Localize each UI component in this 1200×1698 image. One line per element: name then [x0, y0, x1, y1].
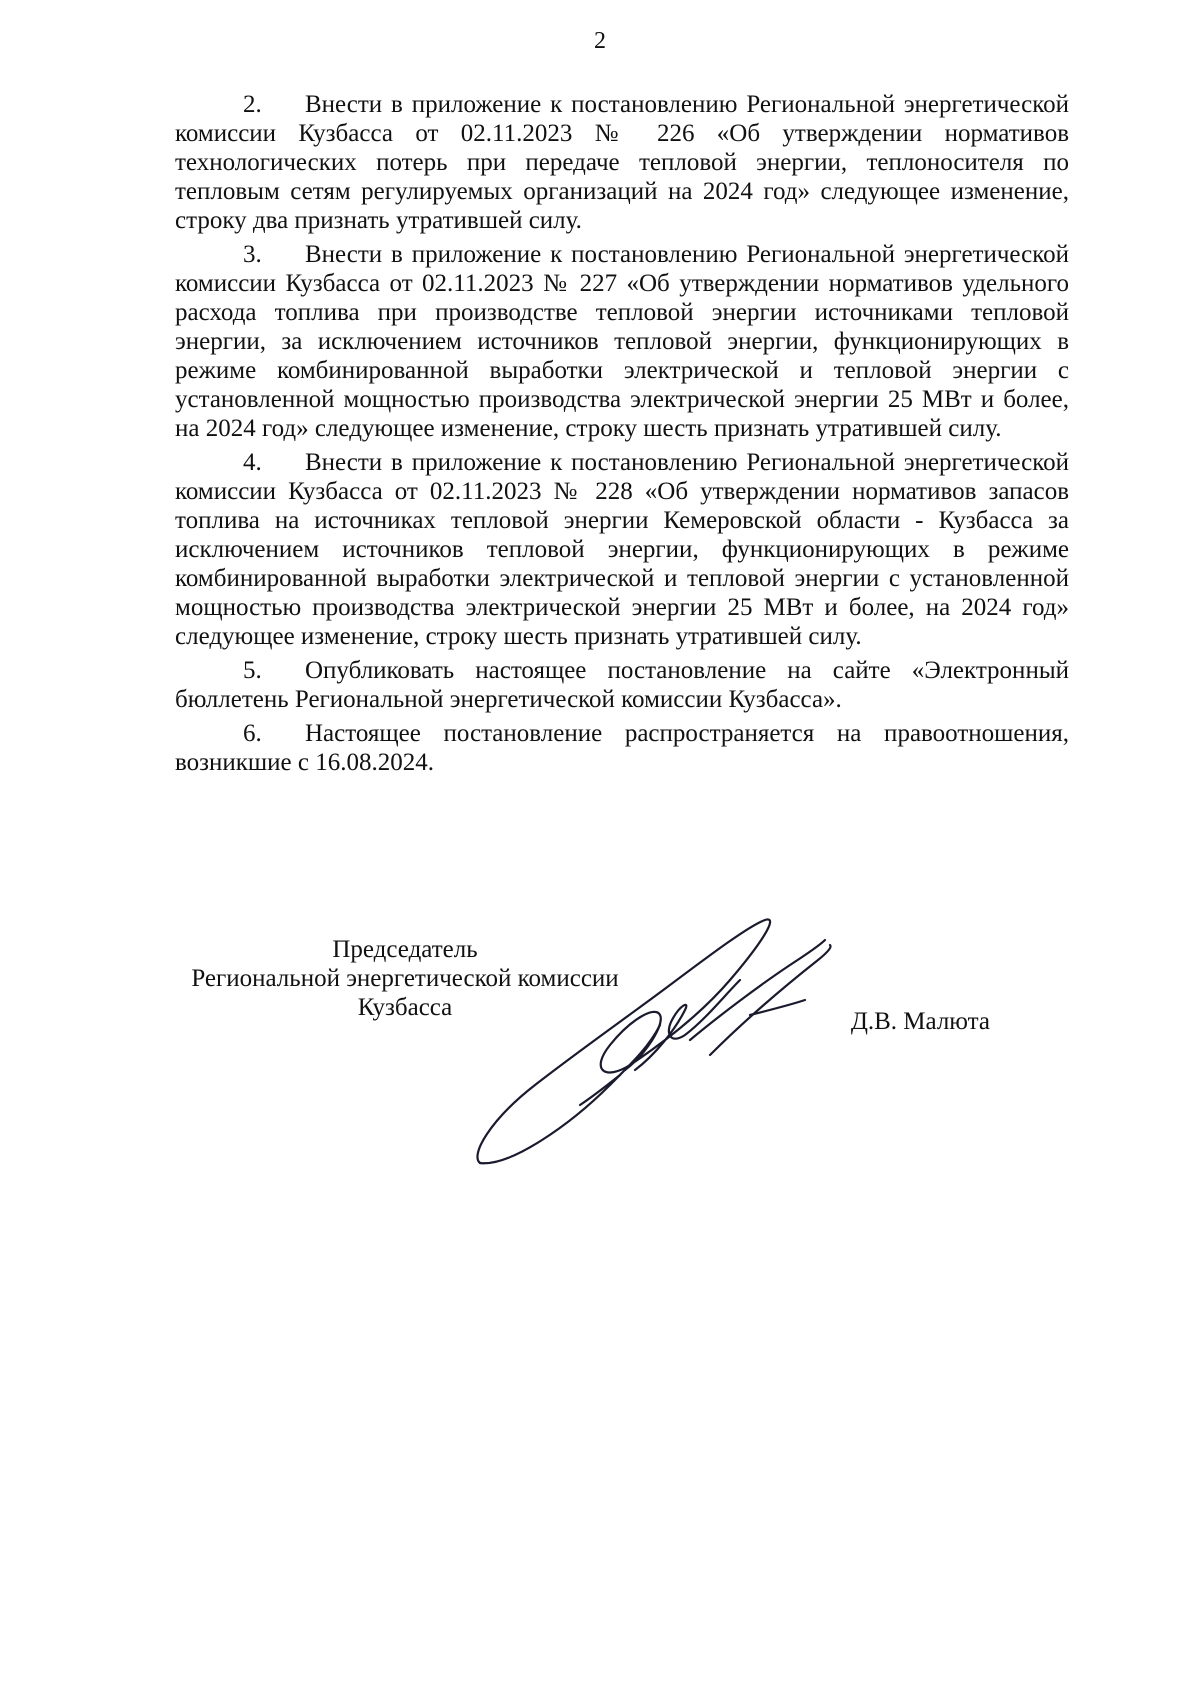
clause-text: Внести в приложение к постановлению Региональной энергетической комиссии Кузбасса от 02.11.2023 № 226 «Об утверждении нормативов технологических потерь при передаче тепловой энергии, теплоносителя по тепловым сетям регулируемых организаций на 2024 год» следующее изменение, строку два признать утратившей силу.: [175, 91, 1069, 234]
position-line: Председатель: [332, 936, 478, 963]
clause-text: Настоящее постановление распространяется на правоотношения, возникшие с 16.08.2024.: [175, 720, 1069, 776]
clause-number: 6.: [243, 720, 262, 747]
clause-3: [175, 240, 1069, 443]
clause-text: Опубликовать настоящее постановление на сайте «Электронный бюллетень Региональной энергетической комиссии Кузбасса».: [175, 657, 1069, 713]
clause-text: Внести в приложение к постановлению Региональной энергетической комиссии Кузбасса от 02.11.2023 № 228 «Об утверждении нормативов запасов топлива на источниках тепловой энергии Кемеровской области - Кузбасса за исключением источников тепловой энергии, функционирующих в режиме комбинированной выработки электрической и тепловой энергии с установленной мощностью производства электрической энергии 25 МВт и более, на 2024 год» следующее изменение, строку шесть признать утратившей силу.: [175, 449, 1069, 650]
clause-2: [175, 90, 1069, 235]
clause-6: [175, 719, 1069, 777]
position-line: Региональной энергетической комиссии: [191, 965, 619, 992]
page-number: 2: [594, 28, 606, 54]
clause-number: 4.: [243, 449, 262, 476]
clause-number: 2.: [243, 91, 262, 118]
clause-number: 3.: [243, 241, 262, 268]
clause-4: [175, 448, 1069, 651]
handwritten-signature: [460, 905, 900, 1175]
signer-name: Д.В. Малюта: [850, 1008, 990, 1035]
position-line: Кузбасса: [357, 994, 453, 1021]
clause-number: 5.: [243, 657, 262, 684]
document-body: [175, 90, 1069, 782]
clause-5: [175, 656, 1069, 714]
clause-text: Внести в приложение к постановлению Региональной энергетической комиссии Кузбасса от 02.11.2023 № 227 «Об утверждении нормативов удельного расхода топлива при производстве тепловой энергии источниками тепловой энергии, за исключением источников тепловой энергии, функционирующих в режиме комбинированной выработки электрической и тепловой энергии с установленной мощностью производства электрической энергии 25 МВт и более, на 2024 год» следующее изменение, строку шесть признать утратившей силу.: [175, 241, 1069, 442]
